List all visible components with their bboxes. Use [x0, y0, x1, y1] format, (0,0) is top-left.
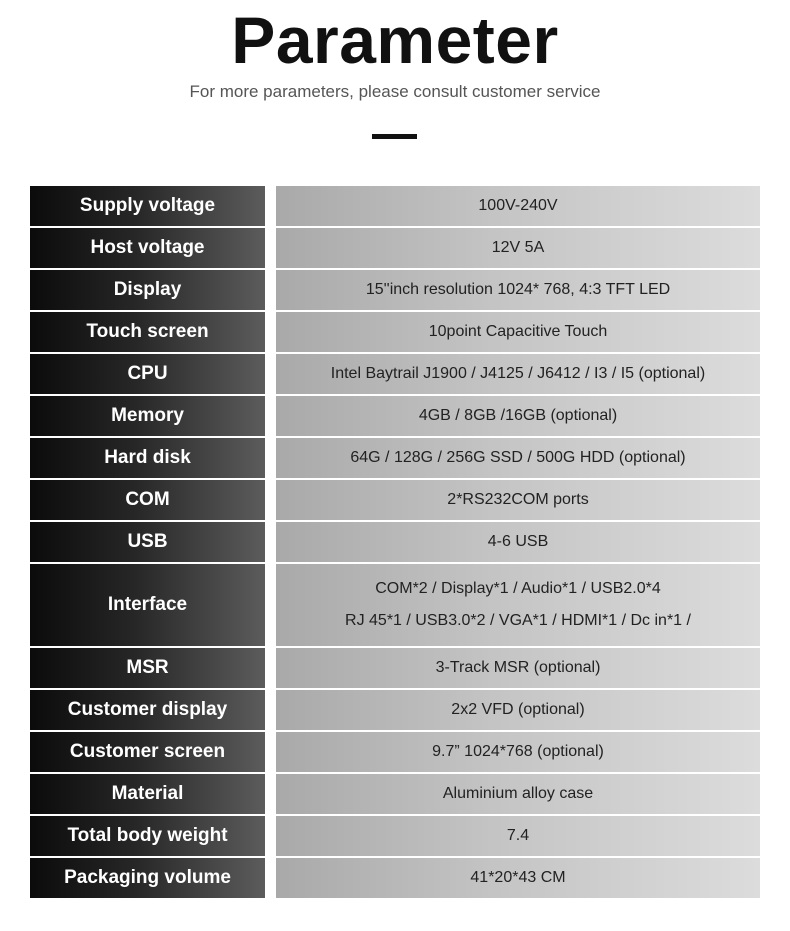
- spec-row-msr: [30, 648, 760, 688]
- spec-label: Material: [30, 774, 265, 814]
- spec-label: Interface: [30, 564, 265, 646]
- spec-value-line: 2x2 VFD (optional): [451, 701, 585, 718]
- spec-value-line: RJ 45*1 / USB3.0*2 / VGA*1 / HDMI*1 / Dc in*1 /: [345, 612, 691, 629]
- spec-value-line: 2*RS232COM ports: [447, 491, 589, 508]
- spec-row-packaging-volume: [30, 858, 760, 898]
- spec-label: Display: [30, 270, 265, 310]
- spec-label: Host voltage: [30, 228, 265, 268]
- spec-row-memory: [30, 396, 760, 436]
- spec-label: Supply voltage: [30, 186, 265, 226]
- spec-value-line: 4GB / 8GB /16GB (optional): [418, 407, 618, 424]
- spec-value-line: 100V-240V: [478, 197, 558, 214]
- spec-value-line: Intel Baytrail J1900 / J4125 / J6412 / I3 / I5 (optional): [330, 365, 706, 382]
- spec-label: Total body weight: [30, 816, 265, 856]
- spec-value: [276, 774, 760, 814]
- spec-value-line: 3-Track MSR (optional): [435, 659, 601, 676]
- spec-row-supply-voltage: [30, 186, 760, 226]
- spec-row-display: [30, 270, 760, 310]
- spec-value-line: 12V 5A: [491, 239, 545, 256]
- spec-value: [276, 564, 760, 646]
- spec-value: [276, 858, 760, 898]
- spec-value: [276, 270, 760, 310]
- spec-value-line: 7.4: [506, 827, 530, 844]
- spec-value-line: 10point Capacitive Touch: [428, 323, 608, 340]
- spec-label: Packaging volume: [30, 858, 265, 898]
- spec-row-touch-screen: [30, 312, 760, 352]
- page-title: Parameter: [231, 3, 559, 77]
- spec-label: MSR: [30, 648, 265, 688]
- spec-value: [276, 312, 760, 352]
- spec-row-hard-disk: [30, 438, 760, 478]
- spec-label: COM: [30, 480, 265, 520]
- spec-value: [276, 480, 760, 520]
- spec-value: [276, 186, 760, 226]
- spec-value: [276, 816, 760, 856]
- spec-row-total-body-weight: [30, 816, 760, 856]
- spec-label: Customer display: [30, 690, 265, 730]
- spec-label: Customer screen: [30, 732, 265, 772]
- spec-label: Hard disk: [30, 438, 265, 478]
- spec-value: [276, 354, 760, 394]
- spec-row-com: [30, 480, 760, 520]
- spec-row-customer-display: [30, 690, 760, 730]
- spec-label: USB: [30, 522, 265, 562]
- spec-value: [276, 690, 760, 730]
- spec-row-cpu: [30, 354, 760, 394]
- spec-label: Touch screen: [30, 312, 265, 352]
- spec-value-line: 64G / 128G / 256G SSD / 500G HDD (optional): [350, 449, 686, 466]
- spec-value: [276, 648, 760, 688]
- spec-value-line: 4-6 USB: [487, 533, 549, 550]
- spec-value-line: 9.7” 1024*768 (optional): [432, 743, 604, 760]
- spec-value: [276, 522, 760, 562]
- spec-table: [30, 186, 760, 900]
- spec-row-host-voltage: [30, 228, 760, 268]
- spec-row-usb: [30, 522, 760, 562]
- spec-label: CPU: [30, 354, 265, 394]
- title-divider: [372, 134, 417, 139]
- spec-value-line: 41*20*43 CM: [470, 869, 566, 886]
- spec-label: Memory: [30, 396, 265, 436]
- spec-value-line: Aluminium alloy case: [442, 785, 594, 802]
- spec-row-customer-screen: [30, 732, 760, 772]
- spec-value: [276, 438, 760, 478]
- spec-value: [276, 396, 760, 436]
- spec-row-interface: [30, 564, 760, 646]
- spec-value-line: COM*2 / Display*1 / Audio*1 / USB2.0*4: [375, 580, 661, 597]
- page-subtitle: For more parameters, please consult customer service: [189, 82, 601, 101]
- spec-value-line: 15''inch resolution 1024* 768, 4:3 TFT LED: [365, 281, 671, 298]
- spec-value: [276, 732, 760, 772]
- spec-row-material: [30, 774, 760, 814]
- spec-value: [276, 228, 760, 268]
